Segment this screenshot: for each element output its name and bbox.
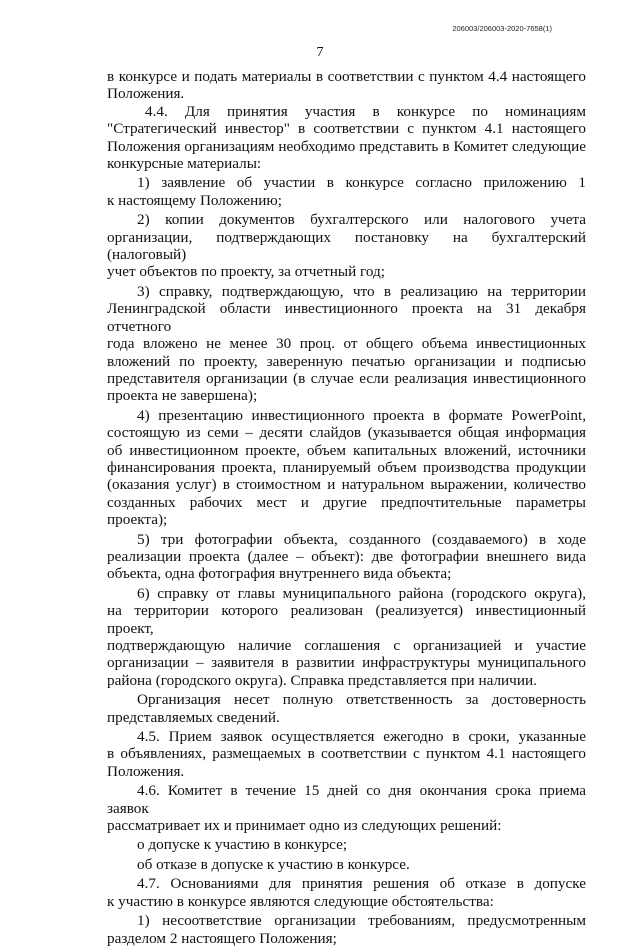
text-line: вложений по проекту, заверенную печатью организации и подписью bbox=[107, 352, 586, 370]
text-line: 2) копии документов бухгалтерского или налогового учета bbox=[137, 211, 586, 229]
text-line: представителя организации (в случае если реализация инвестиционного bbox=[107, 369, 586, 387]
text-line: конкурсные материалы: bbox=[107, 155, 262, 173]
text-line: к настоящему Положению; bbox=[107, 191, 282, 209]
text-line: созданных рабочих мест и другие предпочтительные параметры проекта); bbox=[107, 493, 586, 529]
text-line: района (городского округа). Справка представляется при наличии. bbox=[107, 671, 537, 689]
text-line: в объявлениях, размещаемых в соответствии с пунктом 4.1 настоящего bbox=[107, 745, 586, 763]
text-line: (оказания услуг) в стоимостном и натуральном выражении, количество bbox=[107, 476, 586, 494]
text-line: 4.7. Основаниями для принятия решения об отказе в допуске bbox=[137, 875, 586, 893]
document-body bbox=[107, 68, 586, 947]
text-line: 4.4. Для принятия участия в конкурсе по номинациям bbox=[145, 102, 586, 120]
text-line: подтверждающую наличие соглашения с организацией и участие bbox=[107, 637, 586, 654]
text-line: Ленинградской области инвестиционного проекта на 31 декабря отчетного bbox=[107, 300, 586, 335]
text-line: года вложено не менее 30 проц. от общего объема инвестиционных bbox=[107, 335, 586, 353]
text-line: об инвестиционном проекте, объем капитальных вложений, источники bbox=[107, 441, 586, 459]
text-line: организации, подтверждающих постановку на бухгалтерский (налоговый) bbox=[107, 228, 586, 264]
text-line: 4.6. Комитет в течение 15 дней со дня окончания срока приема заявок bbox=[107, 782, 586, 817]
text-line: 1) заявление об участии в конкурсе согласно приложению 1 bbox=[137, 174, 586, 192]
page-number: 7 bbox=[316, 45, 324, 60]
text-line: об отказе в допуске к участию в конкурсе. bbox=[137, 855, 410, 873]
text-line: финансирования проекта, планируемый объем производства продукции bbox=[107, 458, 586, 476]
text-line: учет объектов по проекту, за отчетный год; bbox=[107, 263, 385, 281]
text-line: 3) справку, подтверждающую, что в реализацию на территории bbox=[137, 282, 586, 300]
text-line: Положения организациям необходимо представить в Комитет следующие bbox=[107, 137, 586, 155]
text-line: 4.5. Прием заявок осуществляется ежегодно в сроки, указанные bbox=[137, 728, 586, 746]
text-line: Организация несет полную ответственность за достоверность bbox=[137, 691, 586, 709]
document-id: 206003/206003-2020-7658(1) bbox=[452, 24, 552, 33]
text-line: 1) несоответствие организации требованиям, предусмотренным bbox=[137, 912, 586, 930]
text-line: реализации проекта (далее – объект): две фотографии внешнего вида bbox=[107, 547, 586, 565]
text-line: Положения. bbox=[107, 85, 185, 103]
text-line: 4) презентацию инвестиционного проекта в формате PowerPoint, bbox=[137, 406, 586, 424]
text-line: проекта не завершена); bbox=[107, 387, 258, 405]
text-line: объекта, одна фотография внутреннего вида объекта; bbox=[107, 565, 452, 583]
text-line: рассматривает их и принимает одно из следующих решений: bbox=[107, 817, 502, 835]
text-line: "Стратегический инвестор" в соответствии с пунктом 4.1 настоящего bbox=[107, 120, 586, 138]
text-line: Положения. bbox=[107, 762, 185, 780]
text-line: в конкурсе и подать материалы в соответствии с пунктом 4.4 настоящего bbox=[107, 68, 586, 85]
text-line: на территории которого реализован (реализуется) инвестиционный проект, bbox=[107, 602, 586, 637]
text-line: представляемых сведений. bbox=[107, 708, 280, 726]
text-line: к участию в конкурсе являются следующие обстоятельства: bbox=[107, 892, 494, 910]
text-line: 5) три фотографии объекта, созданного (создаваемого) в ходе bbox=[137, 530, 586, 548]
text-line: разделом 2 настоящего Положения; bbox=[107, 929, 337, 947]
text-line: 6) справку от главы муниципального района (городского округа), bbox=[137, 584, 586, 602]
text-line: состоящую из семи – десяти слайдов (указывается общая информация bbox=[107, 424, 586, 442]
text-line: о допуске к участию в конкурсе; bbox=[137, 836, 348, 854]
text-line: организации – заявителя в развитии инфраструктуры муниципального bbox=[107, 654, 586, 672]
